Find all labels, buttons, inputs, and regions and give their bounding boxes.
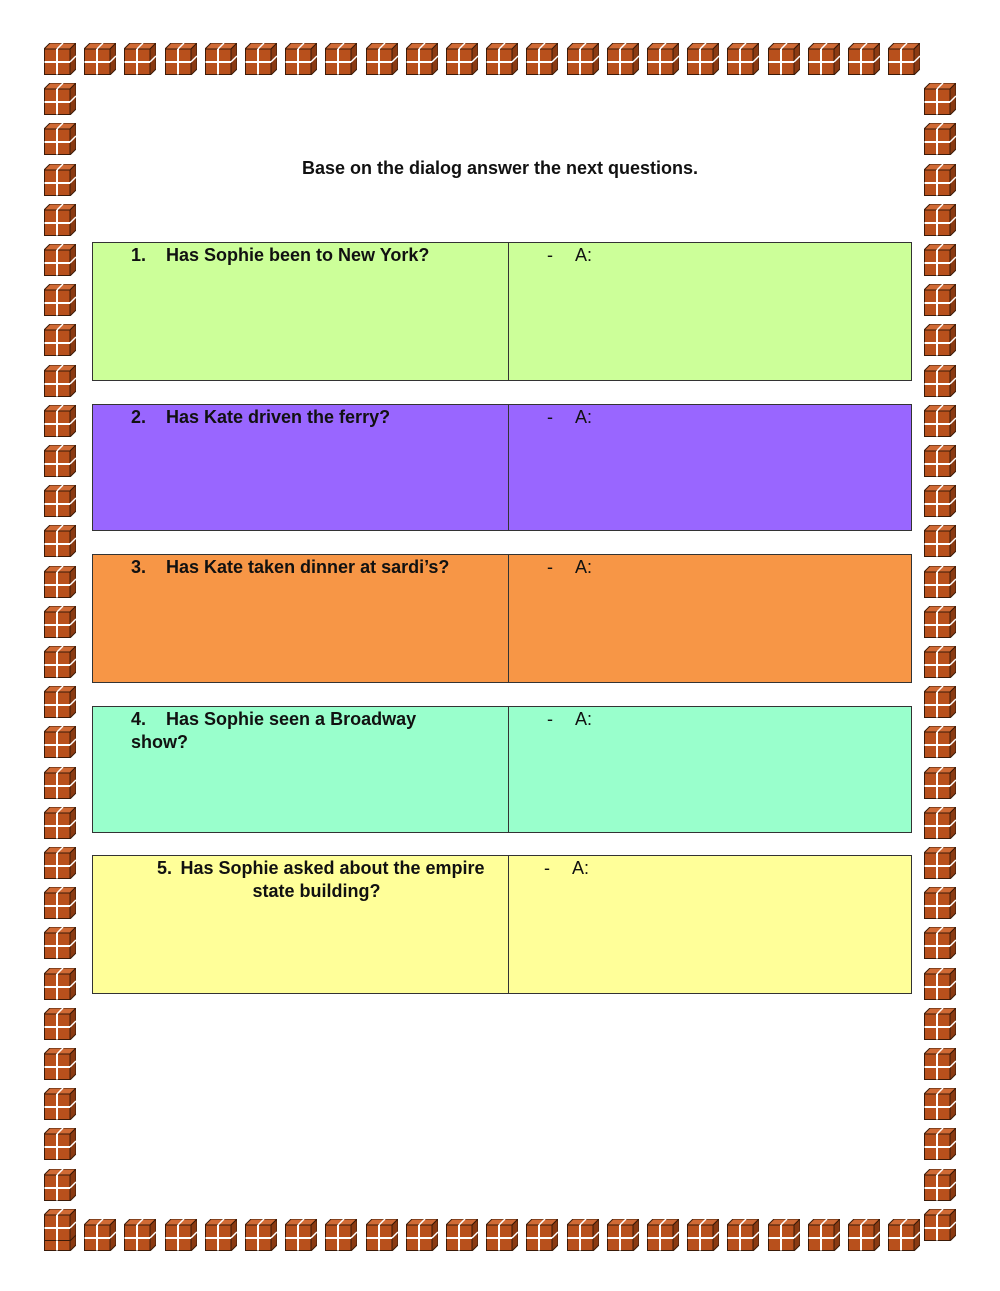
question-row-3 bbox=[92, 554, 912, 683]
answer-cell[interactable] bbox=[509, 707, 911, 832]
question-number: 5. bbox=[156, 858, 172, 878]
brick-box-icon bbox=[848, 43, 880, 75]
brick-box-icon bbox=[808, 1219, 840, 1251]
brick-box-icon bbox=[607, 1219, 639, 1251]
instruction-heading: Base on the dialog answer the next questions. bbox=[301, 158, 699, 178]
brick-box-icon bbox=[44, 1088, 76, 1120]
brick-box-icon bbox=[44, 767, 76, 799]
question-row-4 bbox=[92, 706, 912, 833]
brick-box-icon bbox=[406, 1219, 438, 1251]
brick-box-icon bbox=[924, 405, 956, 437]
brick-box-icon bbox=[924, 1128, 956, 1160]
brick-box-icon bbox=[924, 1048, 956, 1080]
brick-box-icon bbox=[44, 324, 76, 356]
question-text: Has Sophie been to New York? bbox=[166, 245, 430, 265]
answer-label: A: bbox=[575, 557, 593, 577]
brick-box-icon bbox=[44, 43, 76, 75]
brick-box-icon bbox=[486, 1219, 518, 1251]
question-text: Has Kate taken dinner at sardi’s? bbox=[166, 557, 450, 577]
brick-box-icon bbox=[446, 1219, 478, 1251]
brick-box-icon bbox=[924, 244, 956, 276]
brick-box-icon bbox=[44, 123, 76, 155]
answer-label: A: bbox=[575, 245, 593, 265]
brick-box-icon bbox=[687, 1219, 719, 1251]
brick-box-icon bbox=[84, 1219, 116, 1251]
brick-box-icon bbox=[44, 1169, 76, 1201]
brick-box-icon bbox=[567, 1219, 599, 1251]
answer-label: A: bbox=[575, 709, 593, 729]
brick-box-icon bbox=[124, 43, 156, 75]
brick-box-icon bbox=[526, 43, 558, 75]
brick-box-icon bbox=[44, 1128, 76, 1160]
brick-box-icon bbox=[245, 43, 277, 75]
brick-box-icon bbox=[924, 566, 956, 598]
answer-dash: - bbox=[547, 557, 553, 577]
answer-dash: - bbox=[544, 858, 550, 878]
answer-cell[interactable] bbox=[509, 856, 911, 993]
brick-box-icon bbox=[848, 1219, 880, 1251]
brick-box-icon bbox=[44, 485, 76, 517]
brick-box-icon bbox=[647, 1219, 679, 1251]
question-row-2 bbox=[92, 404, 912, 531]
answer-label: A: bbox=[572, 858, 590, 878]
brick-box-icon bbox=[325, 43, 357, 75]
answer-cell[interactable] bbox=[509, 243, 911, 380]
brick-box-icon bbox=[924, 525, 956, 557]
brick-box-icon bbox=[924, 646, 956, 678]
brick-box-icon bbox=[44, 284, 76, 316]
brick-box-icon bbox=[924, 284, 956, 316]
brick-box-icon bbox=[366, 1219, 398, 1251]
brick-box-icon bbox=[924, 847, 956, 879]
question-number: 3. bbox=[131, 557, 147, 577]
brick-box-icon bbox=[44, 1209, 76, 1241]
brick-box-icon bbox=[44, 204, 76, 236]
brick-box-icon bbox=[165, 1219, 197, 1251]
brick-box-icon bbox=[924, 204, 956, 236]
brick-box-icon bbox=[44, 365, 76, 397]
brick-box-icon bbox=[406, 43, 438, 75]
brick-box-icon bbox=[924, 1008, 956, 1040]
answer-dash: - bbox=[547, 407, 553, 427]
brick-box-icon bbox=[768, 43, 800, 75]
brick-box-icon bbox=[924, 726, 956, 758]
brick-box-icon bbox=[44, 405, 76, 437]
brick-box-icon bbox=[44, 807, 76, 839]
brick-box-icon bbox=[84, 43, 116, 75]
brick-box-icon bbox=[607, 43, 639, 75]
brick-box-icon bbox=[727, 1219, 759, 1251]
question-cell bbox=[93, 243, 509, 380]
answer-dash: - bbox=[547, 709, 553, 729]
question-text: Has Sophie seen a Broadway show? bbox=[131, 709, 417, 752]
question-number: 4. bbox=[131, 709, 147, 729]
brick-box-icon bbox=[924, 887, 956, 919]
brick-box-icon bbox=[924, 686, 956, 718]
brick-box-icon bbox=[768, 1219, 800, 1251]
brick-box-icon bbox=[924, 606, 956, 638]
brick-box-icon bbox=[44, 847, 76, 879]
brick-box-icon bbox=[44, 244, 76, 276]
brick-box-icon bbox=[924, 485, 956, 517]
brick-box-icon bbox=[924, 1088, 956, 1120]
brick-box-icon bbox=[924, 1169, 956, 1201]
brick-box-icon bbox=[325, 1219, 357, 1251]
brick-box-icon bbox=[124, 1219, 156, 1251]
brick-box-icon bbox=[924, 445, 956, 477]
brick-box-icon bbox=[888, 43, 920, 75]
brick-box-icon bbox=[567, 43, 599, 75]
brick-box-icon bbox=[446, 43, 478, 75]
brick-box-icon bbox=[924, 1209, 956, 1241]
brick-box-icon bbox=[924, 83, 956, 115]
question-number: 1. bbox=[131, 245, 147, 265]
answer-cell[interactable] bbox=[509, 405, 911, 530]
brick-box-icon bbox=[44, 887, 76, 919]
brick-box-icon bbox=[44, 525, 76, 557]
brick-box-icon bbox=[647, 43, 679, 75]
brick-box-icon bbox=[205, 1219, 237, 1251]
brick-box-icon bbox=[924, 767, 956, 799]
brick-box-icon bbox=[888, 1219, 920, 1251]
brick-box-icon bbox=[924, 123, 956, 155]
brick-box-icon bbox=[165, 43, 197, 75]
brick-box-icon bbox=[44, 445, 76, 477]
brick-box-icon bbox=[924, 927, 956, 959]
answer-cell[interactable] bbox=[509, 555, 911, 682]
question-number: 2. bbox=[131, 407, 147, 427]
question-cell bbox=[93, 405, 509, 530]
answer-dash: - bbox=[547, 245, 553, 265]
brick-box-icon bbox=[285, 1219, 317, 1251]
brick-box-icon bbox=[44, 606, 76, 638]
question-text: Has Kate driven the ferry? bbox=[166, 407, 391, 427]
answer-label: A: bbox=[575, 407, 593, 427]
brick-box-icon bbox=[486, 43, 518, 75]
brick-box-icon bbox=[44, 726, 76, 758]
brick-box-icon bbox=[245, 1219, 277, 1251]
question-cell bbox=[93, 555, 509, 682]
brick-box-icon bbox=[44, 83, 76, 115]
brick-box-icon bbox=[44, 968, 76, 1000]
brick-box-icon bbox=[44, 927, 76, 959]
brick-box-icon bbox=[205, 43, 237, 75]
brick-box-icon bbox=[924, 324, 956, 356]
brick-box-icon bbox=[44, 646, 76, 678]
brick-box-icon bbox=[44, 686, 76, 718]
question-row-5 bbox=[92, 855, 912, 994]
brick-box-icon bbox=[924, 807, 956, 839]
brick-box-icon bbox=[285, 43, 317, 75]
brick-box-icon bbox=[727, 43, 759, 75]
brick-box-icon bbox=[924, 365, 956, 397]
question-text: Has Sophie asked about the empire state building? bbox=[180, 858, 485, 901]
brick-box-icon bbox=[526, 1219, 558, 1251]
brick-box-icon bbox=[924, 968, 956, 1000]
question-cell bbox=[93, 707, 509, 832]
brick-box-icon bbox=[687, 43, 719, 75]
question-row-1 bbox=[92, 242, 912, 381]
question-cell bbox=[93, 856, 509, 993]
brick-box-icon bbox=[44, 1008, 76, 1040]
brick-box-icon bbox=[366, 43, 398, 75]
brick-box-icon bbox=[808, 43, 840, 75]
brick-box-icon bbox=[44, 566, 76, 598]
brick-box-icon bbox=[44, 1048, 76, 1080]
